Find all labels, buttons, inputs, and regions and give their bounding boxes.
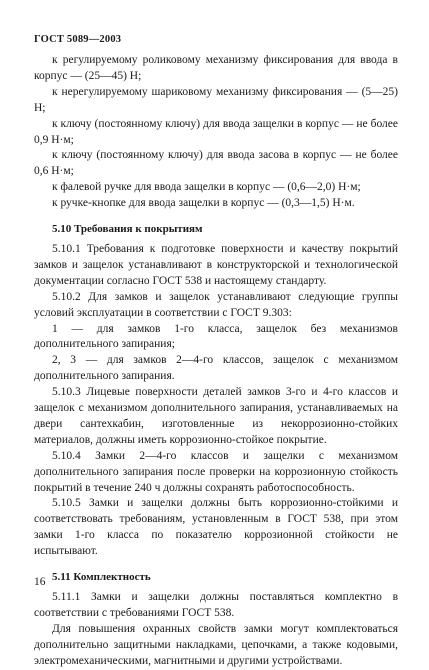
list-item: к ключу (постоянному ключу) для ввода защелки в корпус — не более 0,9 Н·м;: [34, 117, 398, 146]
paragraph-5-10-2: 5.10.2 Для замков и защелок устанавливают следующие группы условий эксплуатации в соответствии с ГОСТ 9.303:: [34, 290, 398, 319]
paragraph-5-10-5: 5.10.5 Замки и защелки должны быть коррозионно-стойкими и соответствовать требованиям, установленным в ГОСТ 538, при этом замки 1-го класса по показателю коррозионной стойкости не испытывают.: [34, 497, 398, 558]
paragraph-5-10-4: 5.10.4 Замки 2—4-го классов и защелки с механизмом дополнительного запирания после проверки на коррозионную стойкость покрытий в течение 240 ч должны сохранять работоспособность.: [34, 449, 398, 494]
paragraph-5-10-3: 5.10.3 Лицевые поверхности деталей замков 3-го и 4-го классов и защелок с механизмом дополнительного запирания, устанавливаемых на двери сантехкабин, изготовленные из некоррозионно-стойких материалов, должны иметь коррозионно-стойкое покрытие.: [34, 386, 398, 446]
list-item: к ручке-кнопке для ввода защелки в корпус — (0,3—1,5) Н·м.: [52, 197, 355, 210]
list-item: к фалевой ручке для ввода защелки в корпус — (0,6—2,0) Н·м;: [52, 181, 361, 194]
paragraph-5-10-1: 5.10.1 Требования к подготовке поверхности и качеству покрытий замков и защелок устанавливают в конструкторской и технологической документации согласно ГОСТ 538 и настоящему стандарту.: [34, 242, 398, 287]
paragraph-5-10-2-item-2: 2, 3 — для замков 2—4-го классов, защелок с механизмом дополнительного запирания.: [34, 354, 398, 383]
standard-header: ГОСТ 5089—2003: [34, 34, 122, 45]
paragraph-5-11-1-continued: Для повышения охранных свойств замки могут комплектоваться дополнительно защитными накладками, цепочками, а также кодовыми, электромеханическими, магнитными и другими устройствами.: [34, 622, 398, 667]
list-item: к нерегулируемому шариковому механизму фиксирования — (5—25) Н;: [34, 85, 398, 114]
document-body: [34, 53, 398, 670]
section-heading-coatings: 5.10 Требования к покрытиям: [52, 223, 203, 236]
section-heading-completeness: 5.11 Комплектность: [52, 571, 151, 584]
list-item: к регулируемому роликовому механизму фиксирования для ввода в корпус — (25—45) Н;: [34, 54, 398, 82]
paragraph-5-11-1: 5.11.1 Замки и защелки должны поставляться комплектно в соответствии с требованиями ГОСТ 538.: [34, 591, 398, 619]
list-item: к ключу (постоянному ключу) для ввода засова в корпус — не более 0,6 Н·м;: [34, 149, 398, 178]
page-number: 16: [34, 576, 46, 588]
paragraph-5-10-2-item-1: 1 — для замков 1-го класса, защелок без механизмов дополнительного запирания;: [34, 322, 398, 351]
